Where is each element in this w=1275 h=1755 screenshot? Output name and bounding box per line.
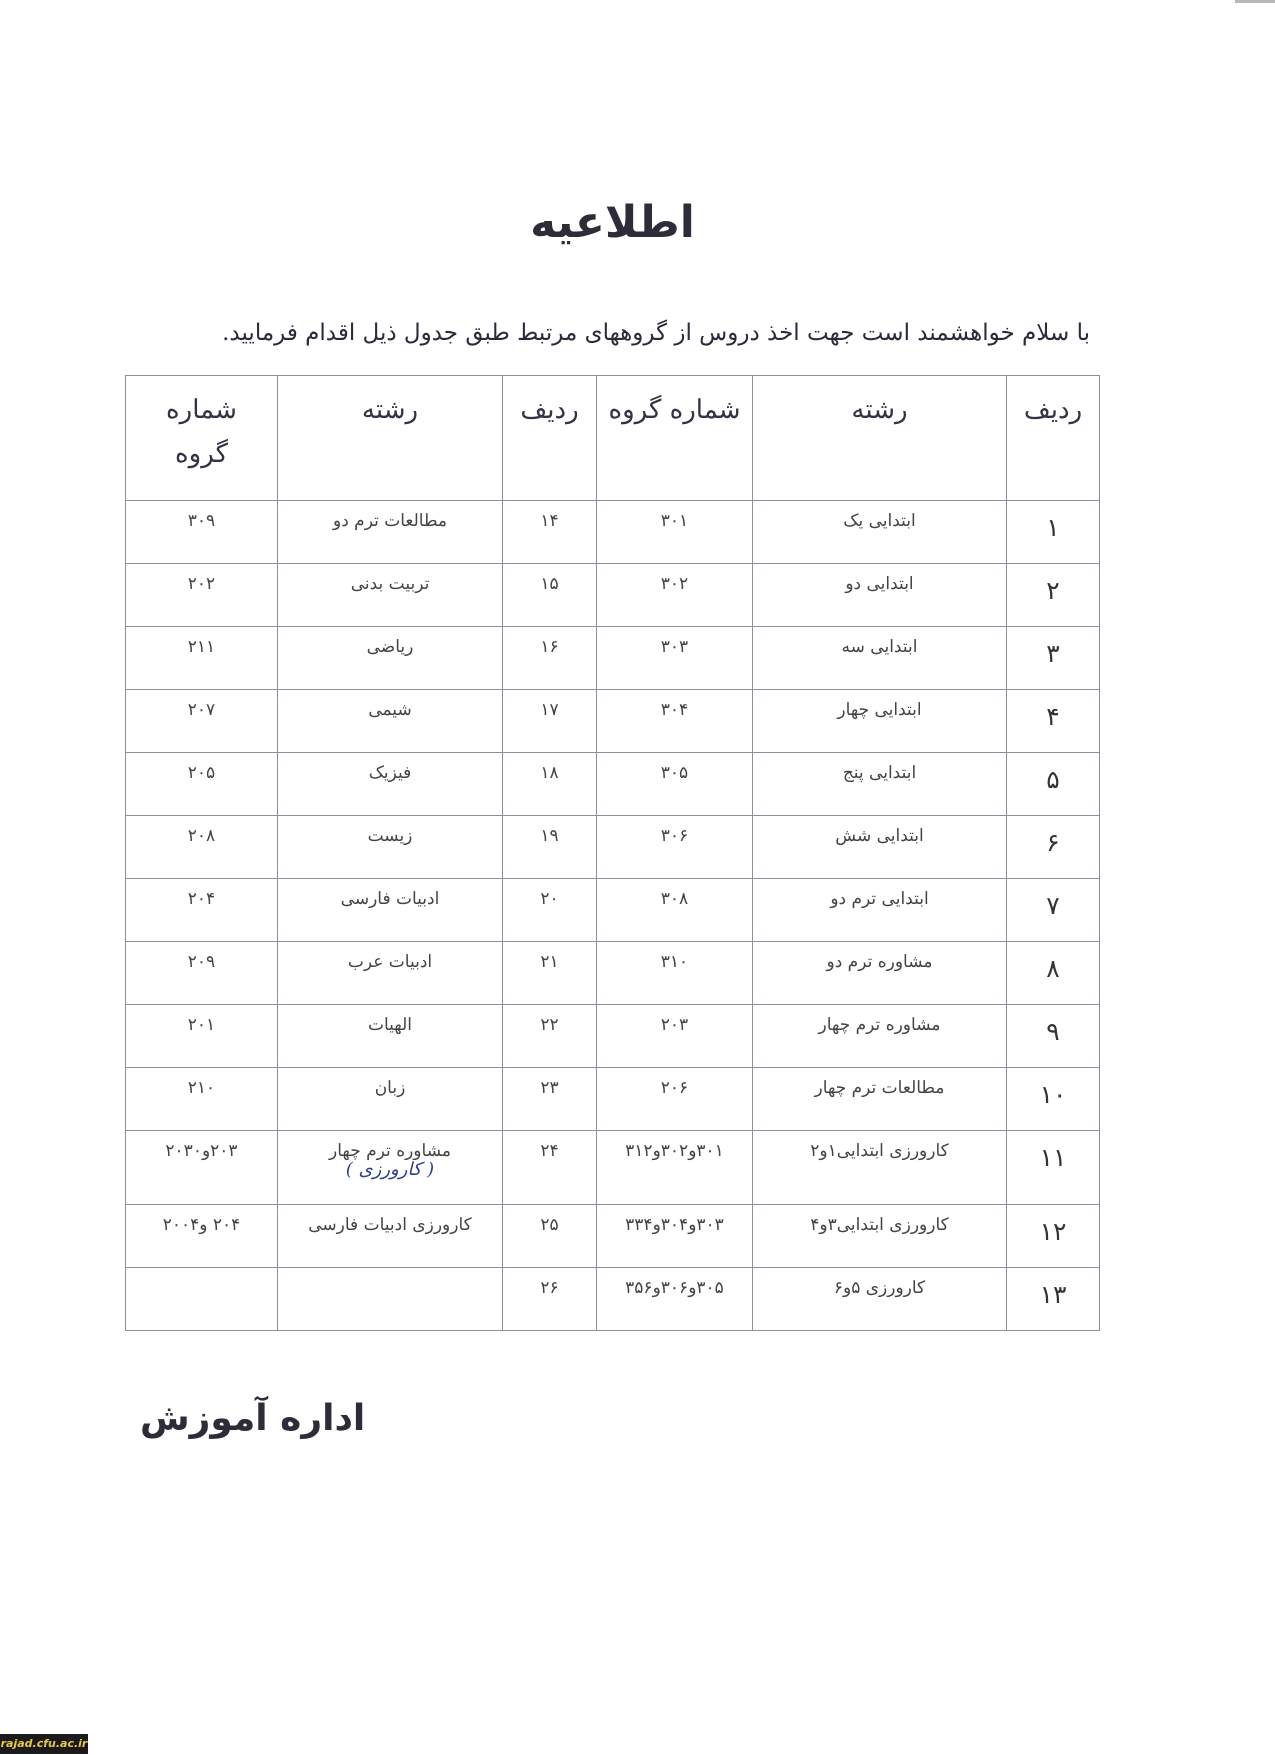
group-number-2: ۲۰۷ <box>126 690 278 753</box>
row-number: ۸ <box>1007 942 1100 1005</box>
group-number-2: ۲۰۴ و۲۰۰۴ <box>126 1204 278 1267</box>
field-name: ابتدایی ترم دو <box>753 879 1007 942</box>
header-group-number-2: شماره گروه <box>126 376 278 501</box>
group-number: ۲۰۳ <box>597 1005 753 1068</box>
table-row <box>126 816 1100 879</box>
row-number: ۶ <box>1007 816 1100 879</box>
row-number: ۴ <box>1007 690 1100 753</box>
field-name: ابتدایی یک <box>753 501 1007 564</box>
field-name-2: مطالعات ترم دو <box>278 501 503 564</box>
group-number: ۳۰۳و۳۰۴و۳۳۴ <box>597 1204 753 1267</box>
group-number-2 <box>126 1267 278 1330</box>
header-row-number: ردیف <box>1007 376 1100 501</box>
page-title: اطلاعیه <box>530 197 695 249</box>
field-name: ابتدایی پنج <box>753 753 1007 816</box>
header-field: رشته <box>753 376 1007 501</box>
table-row <box>126 753 1100 816</box>
field-name: ابتدایی شش <box>753 816 1007 879</box>
handwritten-note: ( کارورزی ) <box>345 1159 435 1181</box>
field-name: کارورزی ابتدایی۳و۴ <box>753 1204 1007 1267</box>
row-number: ۵ <box>1007 753 1100 816</box>
group-number-2: ۲۰۴ <box>126 879 278 942</box>
table-header-row <box>126 376 1100 501</box>
row-number-2: ۲۲ <box>503 1005 597 1068</box>
row-number-2: ۲۱ <box>503 942 597 1005</box>
field-name: ابتدایی چهار <box>753 690 1007 753</box>
field-name-2 <box>278 1131 503 1204</box>
row-number: ۲ <box>1007 564 1100 627</box>
group-number-2: ۲۰۱ <box>126 1005 278 1068</box>
group-number-2: ۲۰۲ <box>126 564 278 627</box>
row-number: ۱۲ <box>1007 1204 1100 1267</box>
header-row-number-2: ردیف <box>503 376 597 501</box>
row-number: ۷ <box>1007 879 1100 942</box>
header-field-2: رشته <box>278 376 503 501</box>
field-name: ابتدایی دو <box>753 564 1007 627</box>
field-name: کارورزی ۵و۶ <box>753 1267 1007 1330</box>
row-number: ۱ <box>1007 501 1100 564</box>
row-number-2: ۲۰ <box>503 879 597 942</box>
field-name-2: فیزیک <box>278 753 503 816</box>
field-name-2: ریاضی <box>278 627 503 690</box>
table-row <box>126 1131 1100 1204</box>
row-number-2: ۱۶ <box>503 627 597 690</box>
group-number: ۲۰۶ <box>597 1068 753 1131</box>
field-name-2: تربیت بدنی <box>278 564 503 627</box>
row-number-2: ۱۴ <box>503 501 597 564</box>
header-group-number: شماره گروه <box>597 376 753 501</box>
row-number-2: ۱۵ <box>503 564 597 627</box>
table-row <box>126 1204 1100 1267</box>
table-row <box>126 1005 1100 1068</box>
group-number: ۳۰۴ <box>597 690 753 753</box>
group-number: ۳۰۵ <box>597 753 753 816</box>
intro-text: با سلام خواهشمند است جهت اخذ دروس از گروههای مرتبط طبق جدول ذیل اقدام فرمایید. <box>222 320 1090 346</box>
group-number-2: ۲۰۹ <box>126 942 278 1005</box>
group-number-2: ۲۰۵ <box>126 753 278 816</box>
field-name-2: زبان <box>278 1068 503 1131</box>
group-number: ۳۰۳ <box>597 627 753 690</box>
group-number: ۳۰۲ <box>597 564 753 627</box>
field-name-2: کارورزی ادبیات فارسی <box>278 1204 503 1267</box>
table-row <box>126 627 1100 690</box>
row-number-2: ۲۳ <box>503 1068 597 1131</box>
field-name-2 <box>278 1267 503 1330</box>
table-row <box>126 879 1100 942</box>
group-number: ۳۰۸ <box>597 879 753 942</box>
group-number: ۳۰۱ <box>597 501 753 564</box>
group-number: ۳۰۱و۳۰۲و۳۱۲ <box>597 1131 753 1204</box>
group-number: ۳۰۵و۳۰۶و۳۵۶ <box>597 1267 753 1330</box>
table-row <box>126 942 1100 1005</box>
group-number-2: ۳۰۹ <box>126 501 278 564</box>
scan-edge-mark <box>1235 0 1275 3</box>
table-row <box>126 501 1100 564</box>
group-number-2: ۲۱۰ <box>126 1068 278 1131</box>
row-number-2: ۲۶ <box>503 1267 597 1330</box>
field-name-2: شیمی <box>278 690 503 753</box>
group-number-2: ۲۱۱ <box>126 627 278 690</box>
row-number-2: ۲۴ <box>503 1131 597 1204</box>
row-number: ۹ <box>1007 1005 1100 1068</box>
row-number-2: ۱۷ <box>503 690 597 753</box>
field-name: کارورزی ابتدایی۱و۲ <box>753 1131 1007 1204</box>
watermark-stamp: rajad.cfu.ac.ir <box>0 1734 88 1754</box>
field-name-2: زیست <box>278 816 503 879</box>
field-name: ابتدایی سه <box>753 627 1007 690</box>
group-number: ۳۱۰ <box>597 942 753 1005</box>
row-number: ۱۱ <box>1007 1131 1100 1204</box>
row-number: ۳ <box>1007 627 1100 690</box>
field-name: مطالعات ترم چهار <box>753 1068 1007 1131</box>
table-row <box>126 1267 1100 1330</box>
row-number-2: ۱۸ <box>503 753 597 816</box>
row-number-2: ۲۵ <box>503 1204 597 1267</box>
table-row <box>126 1068 1100 1131</box>
signature-office: اداره آموزش <box>140 1398 366 1439</box>
row-number: ۱۳ <box>1007 1267 1100 1330</box>
group-number-2: ۲۰۸ <box>126 816 278 879</box>
field-name-2: الهیات <box>278 1005 503 1068</box>
row-number-2: ۱۹ <box>503 816 597 879</box>
group-number-2: ۲۰۳و۲۰۳۰ <box>126 1131 278 1204</box>
field-name: مشاوره ترم دو <box>753 942 1007 1005</box>
table-row <box>126 564 1100 627</box>
group-number: ۳۰۶ <box>597 816 753 879</box>
row-number: ۱۰ <box>1007 1068 1100 1131</box>
course-groups-table <box>125 375 1100 1331</box>
table-row <box>126 690 1100 753</box>
field-name-text: مشاوره ترم چهار <box>329 1141 451 1162</box>
field-name-2: ادبیات عرب <box>278 942 503 1005</box>
field-name: مشاوره ترم چهار <box>753 1005 1007 1068</box>
field-name-2: ادبیات فارسی <box>278 879 503 942</box>
